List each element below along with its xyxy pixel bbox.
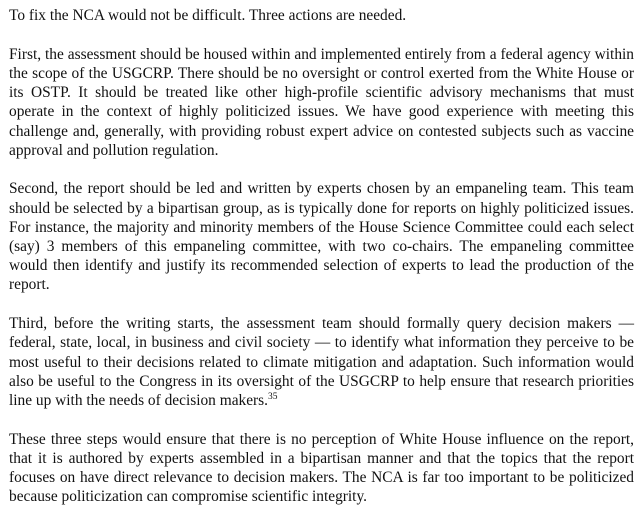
paragraph-conclusion: These three steps would ensure that there is no perception of White House influence on the report, that it is authored by experts assembled in a bipartisan manner and that the topics that the report focuses on have direct relevance to decision makers. The NCA is far too important to be politicized because politicization can compromise scientific integrity. [9, 430, 634, 506]
paragraph-intro: To fix the NCA would not be difficult. Three actions are needed. [9, 7, 407, 24]
paragraph-second-action: Second, the report should be led and written by experts chosen by an empaneling team. This team should be selected by a bipartisan group, as is typically done for reports on highly politicized issues. For instance, the majority and minority members of the House Science Committee could each select (say) 3 members of this empaneling committee, with two co-chairs. The empaneling committee would then identify and justify its recommended selection of experts to lead the production of the report. [9, 180, 634, 294]
paragraph-third-action [9, 314, 634, 410]
document-body [9, 6, 634, 506]
paragraph-third-action-text: Third, before the writing starts, the assessment team should formally query decision makers — federal, state, local, in business and civil society — to identify what information they perceive to be most useful to their decisions related to climate mitigation and adaptation. Such information would also be useful to the Congress in its oversight of the USGCRP to help ensure that research priorities line up with the needs of decision makers. [9, 315, 634, 409]
paragraph-first-action: First, the assessment should be housed within and implemented entirely from a federal agency within the scope of the USGCRP. There should be no oversight or control exerted from the White House or its OSTP. It should be treated like other high-profile scientific advisory mechanisms that must operate in the context of highly politicized issues. We have good experience with meeting this challenge and, generally, with providing robust expert advice on contested subjects such as vaccine approval and pollution regulation. [9, 45, 634, 159]
footnote-reference: 35 [268, 391, 278, 402]
